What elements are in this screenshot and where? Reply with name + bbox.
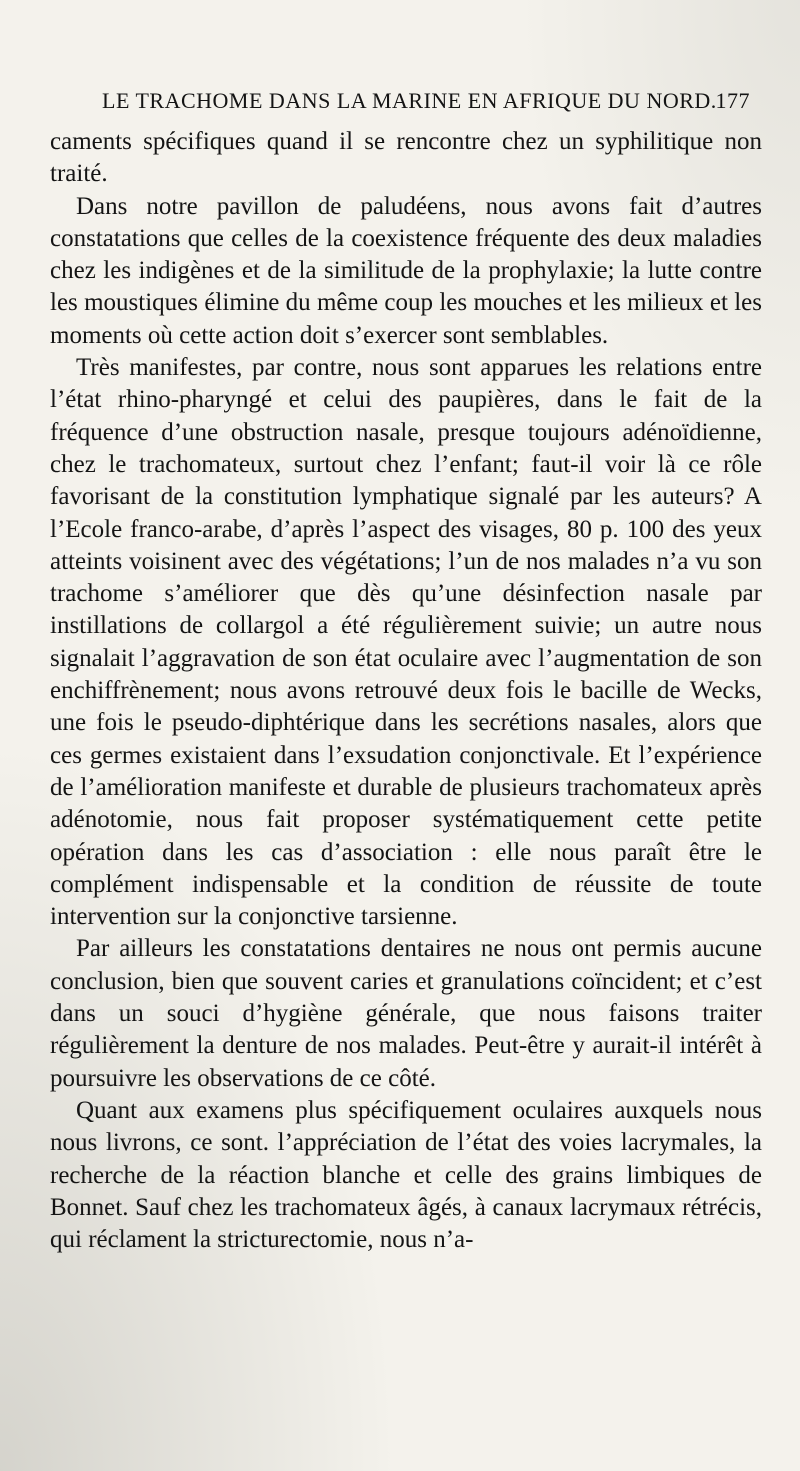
paragraph-rhino-pharynge: Très manifestes, par contre, nous sont apparues les relations entre l’état rhino-pharyngé et celui des paupières, dans le fait de la fréquence d’une obstruction nasale, presque toujours adénoïdienne, chez le trachomateux, surtout chez l’enfant; faut-il voir là ce rôle favorisant de la constitution lymphatique signalé par les auteurs? A l’Ecole franco-arabe, d’après l’aspect des visages, 80 p. 100 des yeux atteints voisinent avec des végétations; l’un de nos malades n’a vu son trachome s’améliorer que dès qu’une désinfection nasale par instillations de collargol a été régulièrement suivie; un autre nous signalait l’aggravation de son état oculaire avec l’augmentation de son enchiffrènement; nous avons retrouvé deux fois le bacille de Wecks, une fois le pseudo-diphtérique dans les secrétions nasales, alors que ces germes existaient dans l’exsudation conjonctivale. Et l’expérience de l’amélioration manifeste et durable de plusieurs trachomateux après adénotomie, nous fait proposer systématiquement cette petite opération dans les cas d’association : elle nous paraît être le complément indispensable et la condition de réussite de toute intervention sur la conjonctive tarsienne. (50, 354, 762, 931)
paragraph-dentaires: Par ailleurs les constatations dentaires ne nous ont permis aucune conclusion, bien que souvent caries et granulations coïncident; et c’est dans un souci d’hygiène générale, que nous faisons traiter régulièrement la denture de nos malades. Peut-être y aurait-il intérêt à poursuivre les observations de ce côté. (50, 935, 762, 1092)
paragraph-paludeens: Dans notre pavillon de paludéens, nous avons fait d’autres constatations que celles de la coexistence fréquente des deux maladies chez les indigènes et de la similitude de la prophylaxie; la lutte contre les moustiques élimine du même coup les mouches et les milieux et les moments où cette action doit s’exercer sont semblables. (50, 192, 762, 349)
running-title: LE TRACHOME DANS LA MARINE EN AFRIQUE DU NORD. (102, 88, 717, 113)
running-head (80, 84, 750, 120)
paragraph-examens-oculaires: Quant aux examens plus spécifiquement oculaires auxquels nous nous livrons, ce sont. l’appréciation de l’état des voies lacrymales, la recherche de la réaction blanche et celle des grains limbiques de Bonnet. Sauf chez les trachomateux âgés, à canaux lacrymaux rétrécis, qui réclament la stricturectomie, nous n’a- (50, 1096, 762, 1254)
body-text (50, 126, 762, 1256)
paragraph-continuation: caments spécifiques quand il se rencontre chez un syphilitique non traité. (50, 128, 762, 188)
page-number: 177 (715, 88, 750, 113)
